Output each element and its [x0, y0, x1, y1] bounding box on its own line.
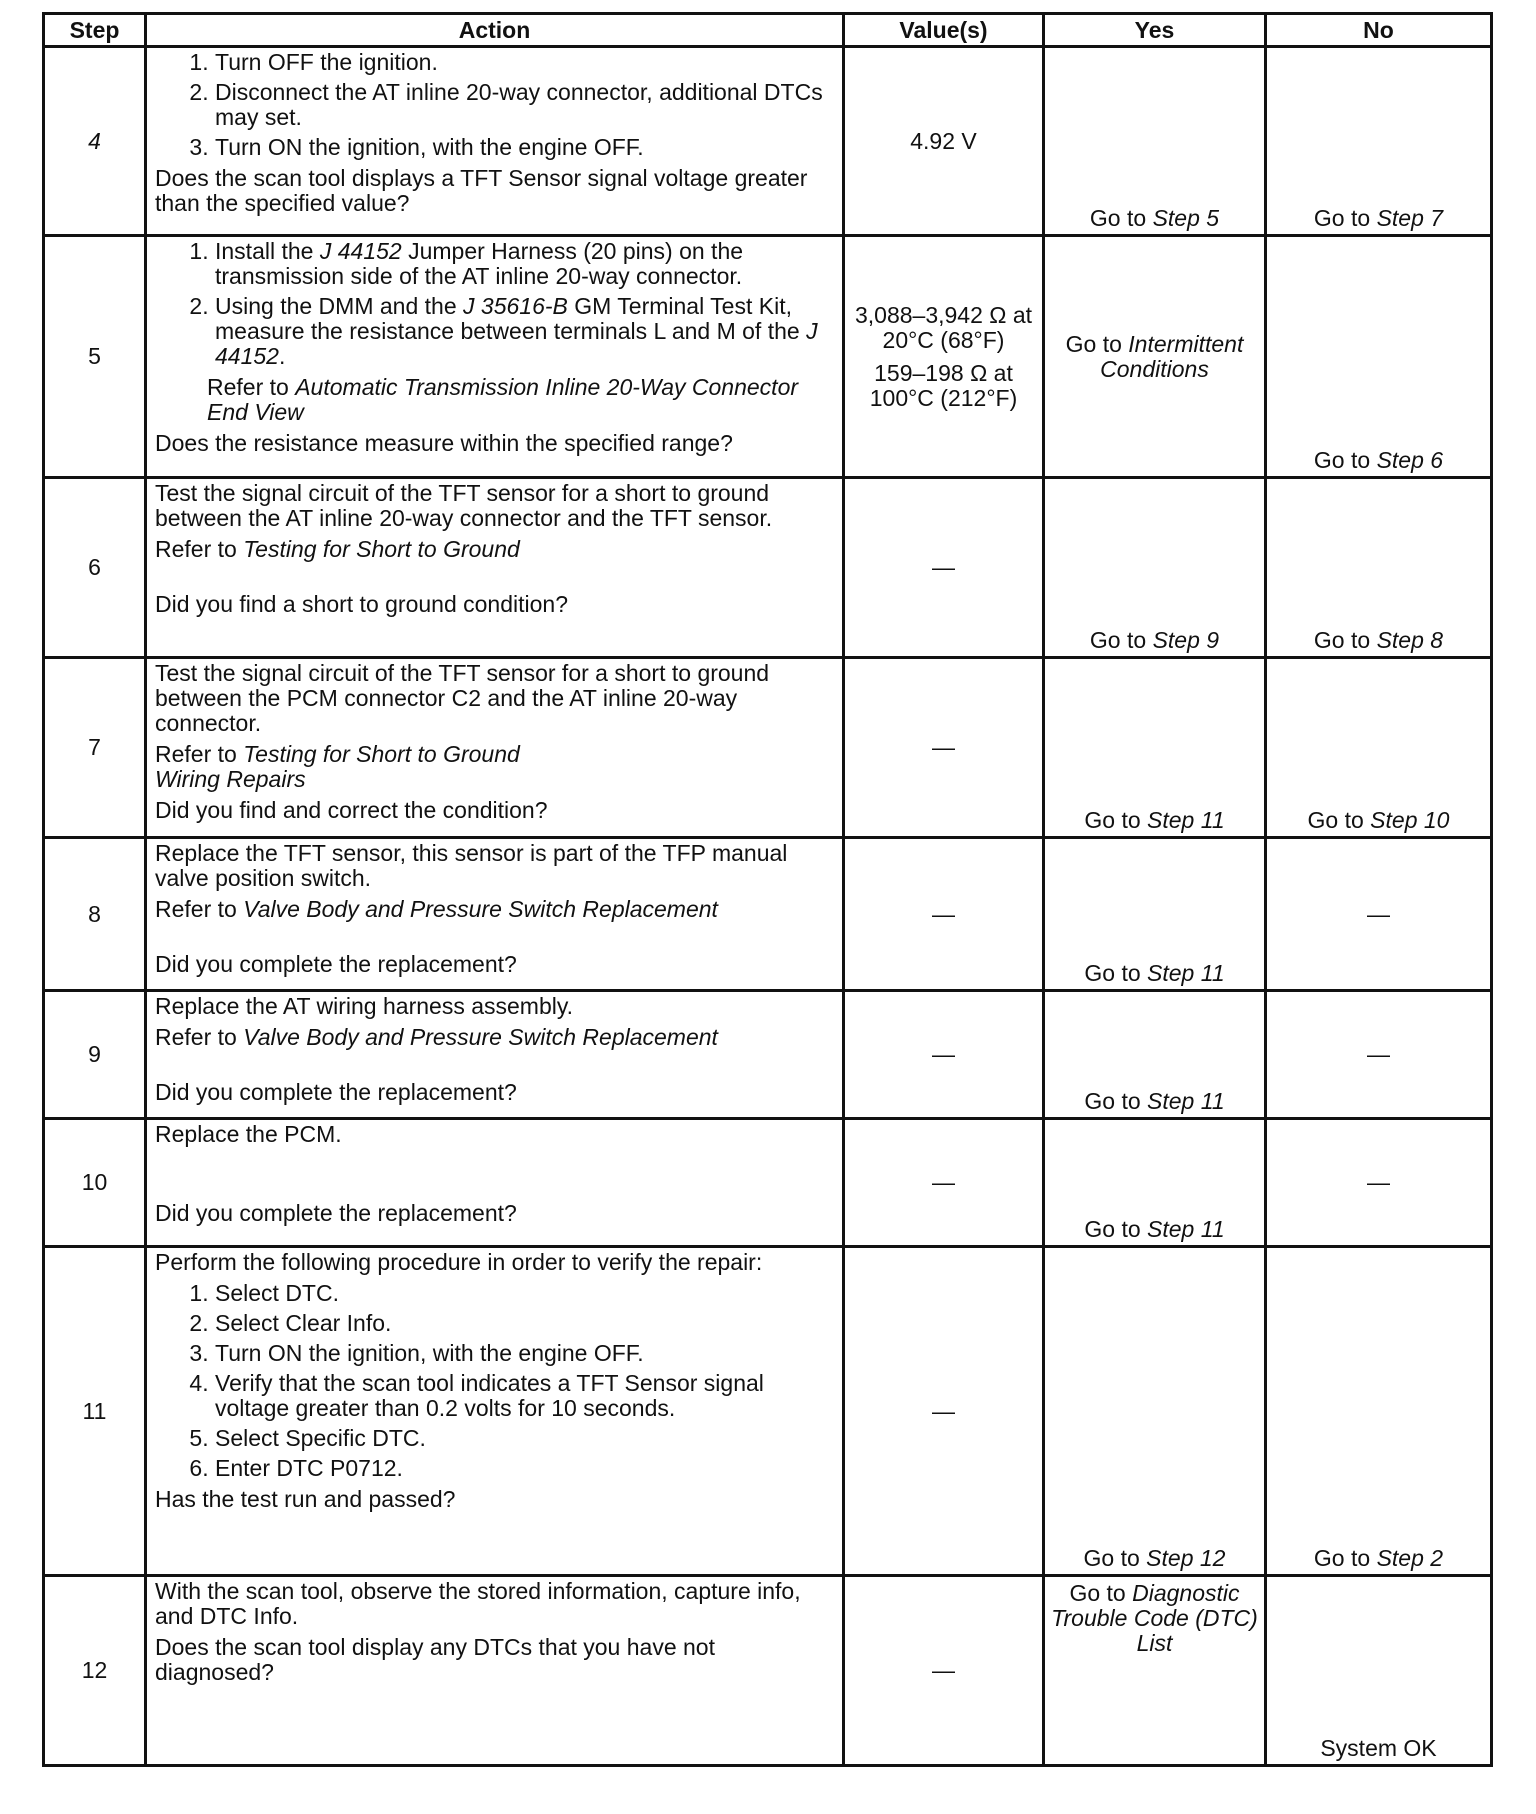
action-question: Did you find and correct the condition? [155, 797, 548, 823]
yes-link[interactable]: Intermittent Conditions [1100, 330, 1244, 382]
value-text: — [932, 554, 955, 580]
refer-line: Refer to Valve Body and Pressure Switch Replacement [155, 1024, 718, 1050]
action-text: Test the signal circuit of the TFT sensor for a short to ground between the AT inline 20-way connector and the TFT sensor. [155, 480, 773, 531]
action-question: Did you complete the replacement? [155, 1079, 517, 1105]
table-row [44, 1247, 1492, 1576]
no-cell: Go to Step 6 [1266, 236, 1492, 478]
value-cell [844, 658, 1044, 838]
yes-link[interactable]: Diagnostic Trouble Code (DTC) List [1051, 1580, 1258, 1656]
refer-link[interactable]: Testing for Short to Ground [243, 536, 520, 562]
yes-cell: Go to Step 11 [1044, 658, 1266, 838]
table-row [44, 991, 1492, 1119]
refer-line: Refer to Testing for Short to Ground [155, 536, 520, 562]
yes-cell: Go to Step 11 [1044, 838, 1266, 991]
no-link[interactable]: Step 8 [1376, 627, 1444, 653]
value-cell [844, 478, 1044, 658]
list-item: 1. Turn OFF the ignition. [215, 50, 834, 75]
refer-link[interactable]: Valve Body and Pressure Switch Replacement [243, 1024, 718, 1050]
no-cell: Go to Step 2 [1266, 1247, 1492, 1576]
list-item: 1. Install the J 44152 Jumper Harness (20 pins) on the transmission side of the AT inline 20-way connector. [215, 239, 834, 289]
value-cell [844, 991, 1044, 1119]
action-question: Does the resistance measure within the specified range? [155, 430, 733, 456]
table-row [44, 47, 1492, 236]
list-item: 3. Turn ON the ignition, with the engine OFF. [215, 1341, 834, 1366]
header-no: No [1266, 14, 1492, 47]
value-text: — [932, 1397, 955, 1424]
action-cell [146, 1247, 844, 1576]
action-text: Test the signal circuit of the TFT sensor for a short to ground between the PCM connector C2 and the AT inline 20-way connector. [155, 660, 770, 736]
no-cell [1266, 991, 1492, 1119]
action-cell [146, 47, 844, 236]
table-row [44, 658, 1492, 838]
action-list [155, 239, 834, 369]
value-text: — [932, 900, 955, 927]
action-list [155, 50, 834, 160]
value-cell [844, 1576, 1044, 1766]
step-number: 5 [44, 236, 146, 478]
step-number: 11 [44, 1247, 146, 1576]
step-number: 10 [44, 1119, 146, 1247]
action-text: Perform the following procedure in order to verify the repair: [155, 1249, 763, 1275]
step-number: 9 [44, 991, 146, 1119]
table-row [44, 478, 1492, 658]
refer-link[interactable]: Automatic Transmission Inline 20-Way Connector End View [207, 374, 799, 425]
action-cell [146, 991, 844, 1119]
header-yes: Yes [1044, 14, 1266, 47]
no-cell [1266, 1576, 1492, 1766]
no-cell [1266, 1119, 1492, 1247]
yes-link[interactable]: Step 9 [1152, 627, 1220, 653]
table-row [44, 1119, 1492, 1247]
action-text: Replace the PCM. [155, 1121, 342, 1147]
action-text: With the scan tool, observe the stored information, capture info, and DTC Info. [155, 1578, 801, 1629]
action-question: Did you complete the replacement? [155, 951, 517, 977]
refer-line: Refer to Valve Body and Pressure Switch Replacement [155, 896, 718, 922]
action-list [155, 1281, 834, 1481]
action-question: Does the scan tool displays a TFT Sensor signal voltage greater than the specified value? [155, 165, 808, 216]
step-number: 12 [44, 1576, 146, 1766]
yes-link[interactable]: Step 12 [1146, 1545, 1226, 1571]
yes-cell: Go to Diagnostic Trouble Code (DTC) List [1044, 1576, 1266, 1766]
action-cell [146, 478, 844, 658]
value-text: — [932, 734, 955, 760]
refer-line: Refer to Automatic Transmission Inline 20-Way Connector End View [207, 374, 799, 425]
value-cell [844, 1247, 1044, 1576]
table-row [44, 838, 1492, 991]
yes-link[interactable]: Step 11 [1147, 1216, 1225, 1242]
yes-cell: Go to Step 9 [1044, 478, 1266, 658]
no-cell: Go to Step 10 [1266, 658, 1492, 838]
tool-ref: J 44152 [215, 318, 818, 369]
header-action: Action [146, 14, 844, 47]
no-value: — [1367, 1041, 1390, 1067]
list-item: 1. Select DTC. [215, 1281, 834, 1306]
action-text: Replace the AT wiring harness assembly. [155, 993, 574, 1019]
step-number: 7 [44, 658, 146, 838]
action-cell [146, 1119, 844, 1247]
action-question: Did you find a short to ground condition? [155, 591, 568, 617]
action-question: Does the scan tool display any DTCs that you have not diagnosed? [155, 1634, 715, 1685]
yes-link[interactable]: Step 11 [1147, 1088, 1225, 1114]
step-number: 4 [44, 47, 146, 236]
action-cell [146, 838, 844, 991]
step-number: 6 [44, 478, 146, 658]
no-cell: Go to Step 7 [1266, 47, 1492, 236]
action-cell [146, 1576, 844, 1766]
list-item: 5. Select Specific DTC. [215, 1426, 834, 1451]
no-value: System OK [1320, 1735, 1437, 1761]
yes-cell: Go to Step 11 [1044, 1119, 1266, 1247]
refer-line: Refer to Testing for Short to Ground Wiring Repairs [155, 741, 520, 792]
yes-cell: Go to Step 12 [1044, 1247, 1266, 1576]
value-text: — [932, 1169, 955, 1195]
yes-cell: Go to Step 5 [1044, 47, 1266, 236]
no-link[interactable]: Step 2 [1376, 1545, 1444, 1571]
value-cell [844, 838, 1044, 991]
yes-cell: Go to Step 11 [1044, 991, 1266, 1119]
refer-link[interactable]: Testing for Short to Ground [243, 741, 520, 767]
step-number: 8 [44, 838, 146, 991]
refer-link[interactable]: Wiring Repairs [155, 766, 306, 792]
tool-ref: J 35616-B [463, 293, 568, 319]
value-text: — [932, 1657, 955, 1683]
list-item: 2. Select Clear Info. [215, 1311, 834, 1336]
value-text: 159–198 Ω at 100°C (212°F) [869, 359, 1018, 411]
value-text: — [932, 1041, 955, 1067]
no-cell [1266, 838, 1492, 991]
header-values: Value(s) [844, 14, 1044, 47]
yes-link[interactable]: Step 11 [1147, 807, 1225, 833]
yes-cell: Go to Intermittent Conditions [1044, 236, 1266, 478]
refer-link[interactable]: Valve Body and Pressure Switch Replacement [243, 896, 718, 922]
no-value: — [1367, 1169, 1390, 1195]
action-text: Replace the TFT sensor, this sensor is part of the TFP manual valve position switch. [155, 840, 788, 891]
list-item: 4. Verify that the scan tool indicates a TFT Sensor signal voltage greater than 0.2 volts for 10 seconds. [215, 1371, 834, 1421]
tool-ref: J 44152 [319, 238, 402, 264]
header-step: Step [44, 14, 146, 47]
no-cell: Go to Step 8 [1266, 478, 1492, 658]
no-value: — [1367, 900, 1390, 927]
value-cell [844, 47, 1044, 236]
list-item: 3. Turn ON the ignition, with the engine OFF. [215, 135, 834, 160]
value-text: 3,088–3,942 Ω at 20°C (68°F) [854, 301, 1033, 353]
diagnostic-table [42, 12, 1493, 1767]
action-question: Has the test run and passed? [155, 1486, 456, 1512]
yes-link[interactable]: Step 11 [1147, 960, 1225, 986]
value-text: 4.92 V [910, 127, 977, 154]
list-item: 2. Disconnect the AT inline 20-way connector, additional DTCs may set. [215, 80, 834, 130]
list-item: 2. Using the DMM and the J 35616-B GM Terminal Test Kit, measure the resistance between terminals L and M of the J 44152. [215, 294, 834, 369]
action-cell [146, 658, 844, 838]
action-cell [146, 236, 844, 478]
table-row [44, 1576, 1492, 1766]
value-cell [844, 236, 1044, 478]
header-row [44, 14, 1492, 47]
action-question: Did you complete the replacement? [155, 1200, 517, 1226]
list-item: 6. Enter DTC P0712. [215, 1456, 834, 1481]
no-link[interactable]: Step 7 [1376, 205, 1444, 231]
value-cell [844, 1119, 1044, 1247]
table-row [44, 236, 1492, 478]
yes-link[interactable]: Step 5 [1152, 205, 1220, 231]
no-link[interactable]: Step 6 [1376, 447, 1444, 473]
no-link[interactable]: Step 10 [1370, 807, 1450, 833]
